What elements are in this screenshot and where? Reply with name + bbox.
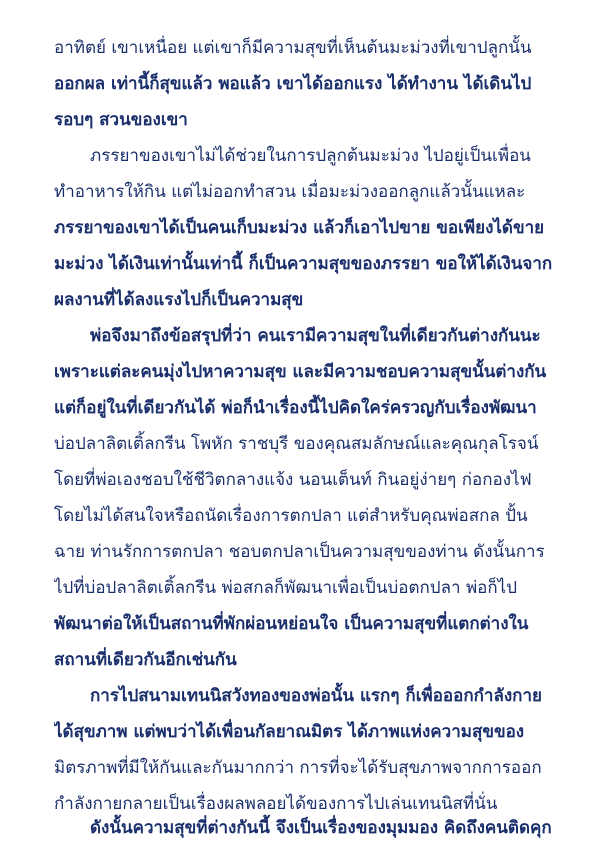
text-line: สถานที่เดียวกันอีกเช่นกัน [54,650,237,670]
text-line: เพราะแต่ละคนมุ่งไปหาความสุข และมีความชอบความสุขนั้นต่างกัน [54,362,547,382]
text-line: ภรรยาของเขาได้เป็นคนเก็บมะม่วง แล้วก็เอาไปขาย ขอเพียงได้ขาย [54,218,545,238]
text-line: กำลังกายกลายเป็นเรื่องผลพลอยได้ของการไปเล่นเทนนิสที่นั่น [54,794,498,814]
text-line: แต่ก็อยู่ในที่เดียวกันได้ พ่อก็นำเรื่องนี้ไปคิดใคร่ครวญกับเรื่องพัฒนา [54,398,537,418]
text-line: ภรรยาของเขาไม่ได้ช่วยในการปลูกต้นมะม่วง ไปอยู่เป็นเพื่อน [90,146,531,166]
text-line: ทำอาหารให้กิน แต่ไม่ออกทำสวน เมื่อมะม่วงออกลูกแล้วนั้นแหละ [54,182,526,202]
text-line: ได้สุขภาพ แต่พบว่าได้เพื่อนกัลยาณมิตร ได้ภาพแห่งความสุขของ [54,722,525,742]
text-line: อาทิตย์ เขาเหนื่อย แต่เขาก็มีความสุขที่เห็นต้นมะม่วงที่เขาปลูกนั้น [54,38,532,58]
text-line: บ่อปลาลิตเติ้ลกรีน โพหัก ราชบุรี ของคุณสมลักษณ์และคุณกุลโรจน์ [54,434,539,454]
text-line: ฉาย ท่านรักการตกปลา ชอบตกปลาเป็นความสุขของท่าน ดังนั้นการ [54,542,545,562]
text-line: ออกผล เท่านี้ก็สุขแล้ว พอแล้ว เขาได้ออกแรง ได้ทำงาน ได้เดินไป [54,74,532,94]
text-line: โดยที่พ่อเองชอบใช้ชีวิตกลางแจ้ง นอนเต็นท์ กินอยู่ง่ายๆ ก่อกองไฟ [54,470,532,490]
text-line: ไปที่บ่อปลาลิตเติ้ลกรีน พ่อสกลก็พัฒนาเพื่อเป็นบ่อตกปลา พ่อก็ไป [54,578,517,598]
text-line: ดังนั้นความสุขที่ต่างกันนี้ จึงเป็นเรื่องของมุมมอง คิดถึงคนติดคุก [90,818,552,838]
text-line: มะม่วง ได้เงินเท่านั้นเท่านี้ ก็เป็นความสุขของภรรยา ขอให้ได้เงินจาก [54,254,553,274]
text-line: มิตรภาพที่มีให้กันและกันมากกว่า การที่จะได้รับสุขภาพจากการออก [54,758,542,778]
text-line: ผลงานที่ได้ลงแรงไปก็เป็นความสุข [54,290,304,310]
text-line: พ่อจึงมาถึงข้อสรุปที่ว่า คนเรามีความสุขในที่เดียวกันต่างกันนะ [90,326,541,346]
text-line: พัฒนาต่อให้เป็นสถานที่พักผ่อนหย่อนใจ เป็นความสุขที่แตกต่างใน [54,614,529,634]
text-line: การไปสนามเทนนิสวังทองของพ่อนั้น แรกๆ ก็เพื่อออกกำลังกาย [90,686,542,706]
text-line: โดยไม่ได้สนใจหรือถนัดเรื่องการตกปลา แต่สำหรับคุณพ่อสกล ปั้น [54,506,528,526]
text-line: รอบๆ สวนของเขา [54,110,188,130]
